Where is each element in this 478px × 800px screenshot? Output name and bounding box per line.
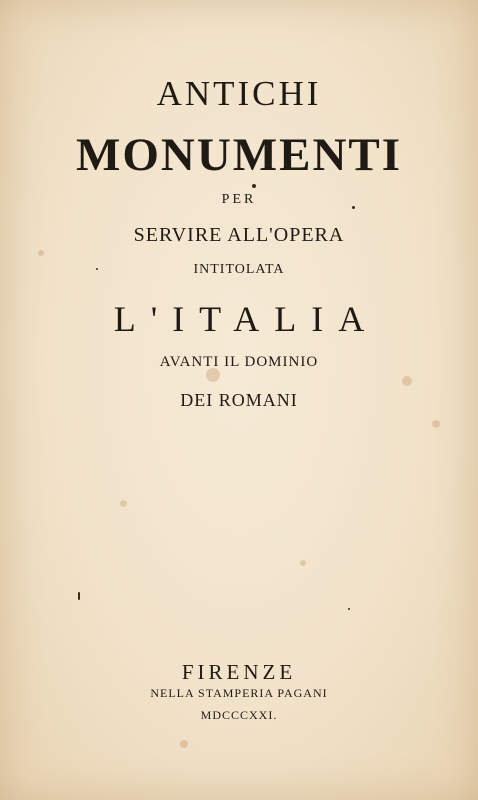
imprint-printer: NELLA STAMPERIA PAGANI	[150, 686, 328, 700]
foxing-spot	[38, 250, 44, 256]
foxing-spot	[120, 500, 127, 507]
title-line-per: PER	[221, 192, 257, 207]
foxing-spot	[402, 376, 412, 386]
title-line-monumenti: MONUMENTI	[75, 129, 403, 181]
imprint-year: MDCCCXXI.	[200, 708, 278, 722]
ink-speck	[352, 206, 355, 209]
title-line-servire: SERVIRE ALL'OPERA	[133, 224, 345, 246]
title-line-italia: L'ITALIA	[113, 299, 380, 339]
foxing-spot	[206, 368, 220, 382]
ink-speck	[348, 608, 350, 610]
title-line-intitolata: INTITOLATA	[193, 262, 285, 277]
imprint-city: FIRENZE	[181, 660, 297, 684]
title-line-antichi: ANTICHI	[156, 74, 322, 113]
title-line-avanti: AVANTI IL DOMINIO	[159, 354, 319, 370]
ink-speck	[78, 592, 80, 600]
foxing-spot	[300, 560, 306, 566]
title-line-romani: DEI ROMANI	[180, 390, 298, 410]
foxing-spot	[432, 420, 440, 428]
ink-speck	[96, 268, 98, 270]
ink-speck	[252, 184, 256, 188]
foxing-spot	[180, 740, 188, 748]
